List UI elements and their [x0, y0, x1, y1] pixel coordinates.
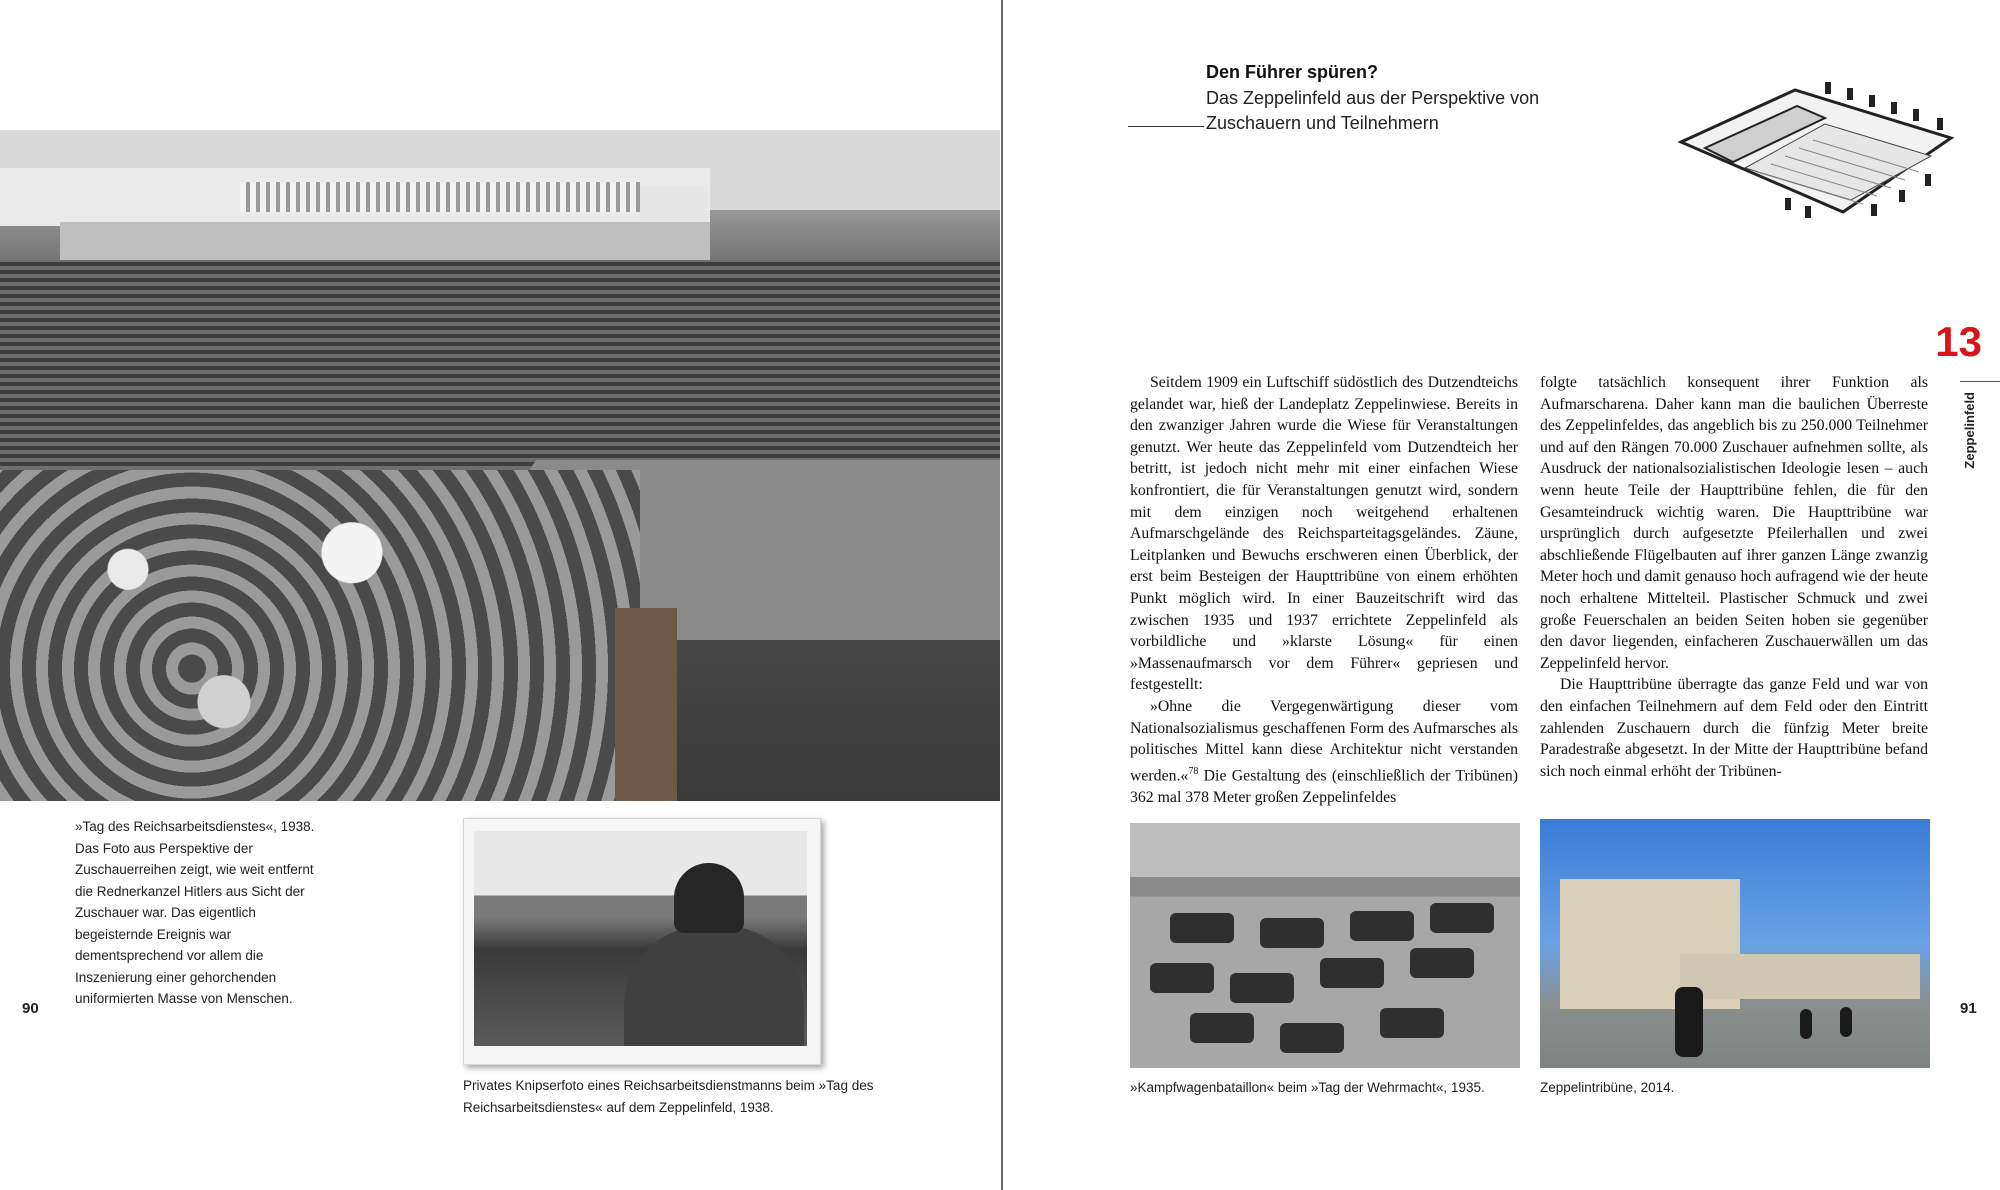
chapter-title: Zeppelinfeld [1962, 392, 1977, 469]
caption-main-photo: »Tag des Reichsarbeitsdienstes«, 1938. Das Foto aus Perspektive der Zuschauerreihen zeigt, wie weit entfernt die Rednerkanzel Hitlers aus Sicht der Zuschauer war. Das eigentlich begeisternde Ereignis war dementsprechend vor allem die Inszenierung einer gehorchenden uniformierten Masse von Menschen. [75, 819, 315, 1006]
photo-reichsarbeitsdienst-crowd [0, 130, 1000, 801]
caption-snapshot: Privates Knipserfoto eines Reichsarbeitsdienstmanns beim »Tag des Reichsarbeitsdienstes« auf dem Zeppelinfeld, 1938. [463, 1078, 874, 1115]
quote-text: »Ohne die Vergegenwärtigung dieser vom Nationalsozialismus geschaffenen Form des Aufmarsches als politisches Mittel kann diese Architektur nicht verstanden werden.« [1130, 697, 1518, 784]
caption-zeppelin: Zeppelintribüne, 2014. [1540, 1080, 1675, 1095]
section-title: Den Führer spüren? [1206, 62, 1379, 82]
body-paragraph-quote [1130, 696, 1518, 808]
page-number-right: 91 [1960, 1000, 1977, 1017]
footnote-ref: 78 [1188, 765, 1199, 777]
spectator-crowd [0, 470, 640, 801]
photo-private-snapshot [463, 818, 821, 1065]
photo-zeppelin-tribune-2014 [1540, 819, 1930, 1068]
body-paragraph: Seitdem 1909 ein Luftschiff südöstlich des Dutzendteichs gelandet war, hieß der Landeplatz Zeppelinwiese. Bereits in den zwanziger Jahren wurde die Wiese für Veranstaltungen genutzt. Wer heute das Zeppelinfeld vom Dutzendteich her betritt, ist jedoch nicht mehr mit einer einfachen Wiese konfrontiert, die für Veranstaltungen genutzt wird, sondern mit dem einzigen noch weitgehend erhaltenen Aufmarschgelände des Reichsparteitagsgeländes. Zäune, Leitplanken und Bewuchs erschweren einen Überblick, der erst beim Besteigen der Haupttribüne von einem erhöhten Punkt möglich wird. In einer Bauzeitschrift wird das zwischen 1935 und 1937 errichtete Zeppelinfeld als vorbildliche und »klarste Lösung« für einen »Massenaufmarsch vor dem Führer« gepriesen und festgestellt: [1130, 374, 1518, 694]
body-column-2 [1540, 372, 1928, 782]
body-paragraph: folgte tatsächlich konsequent ihrer Funktion als Aufmarscharena. Daher kann man die baulichen Überreste des Zeppelinfeldes, das angeblich bis zu 250.000 Teilnehmer und auf den Rängen 70.000 Zuschauer aufnehmen sollte, als Ausdruck der nationalsozialistischen Ideologie lesen – auch wenn heute Teile der Haupttribüne fehlen, die für den Gesamteindruck wichtig waren. Die Haupttribüne war ursprünglich durch aufgesetzte Pfeilerhallen und zwei abschließende Flügelbauten auf ihrer ganzen Länge zwanzig Meter hoch und damit genauso hoch aufragend wie der heute noch erhaltene Mittelteil. Plastischer Schmuck und zwei große Feuerschalen an beiden Seiten hoben sie gegenüber den davor liegenden, einfacheren Zuschauerwällen um das Zeppelinfeld hervor. [1540, 374, 1928, 672]
photo-tank-battalion [1130, 823, 1520, 1068]
chapter-rule [1960, 381, 2000, 382]
header-rule [1128, 126, 1204, 127]
body-column-1 [1130, 372, 1518, 808]
body-paragraph: Die Haupttribüne überragte das ganze Feld und war von den einfachen Teilnehmern auf dem Feld oder den Eintritt zahlenden Zuschauern durch die fünfzig Meter breite Paradestraße abgesetzt. In der Mitte der Haupttribüne befand sich noch einmal erhöht der Tribünen- [1540, 676, 1928, 780]
page-number-left: 90 [22, 1000, 39, 1017]
chapter-number: 13 [1935, 318, 1982, 365]
quote-continuation: Die Gestaltung des (einschließlich der Tribünen) 362 mal 378 Meter großen Zeppelinfeldes [1130, 766, 1518, 806]
caption-tanks: »Kampfwagenbataillon« beim »Tag der Wehrmacht«, 1935. [1130, 1080, 1485, 1095]
section-subtitle: Das Zeppelinfeld aus der Perspektive von Zuschauern und Teilnehmern [1206, 88, 1540, 133]
book-gutter [1001, 0, 1003, 1190]
zeppelinfeld-isometric-icon [1675, 78, 1957, 228]
colonnade [240, 182, 640, 212]
